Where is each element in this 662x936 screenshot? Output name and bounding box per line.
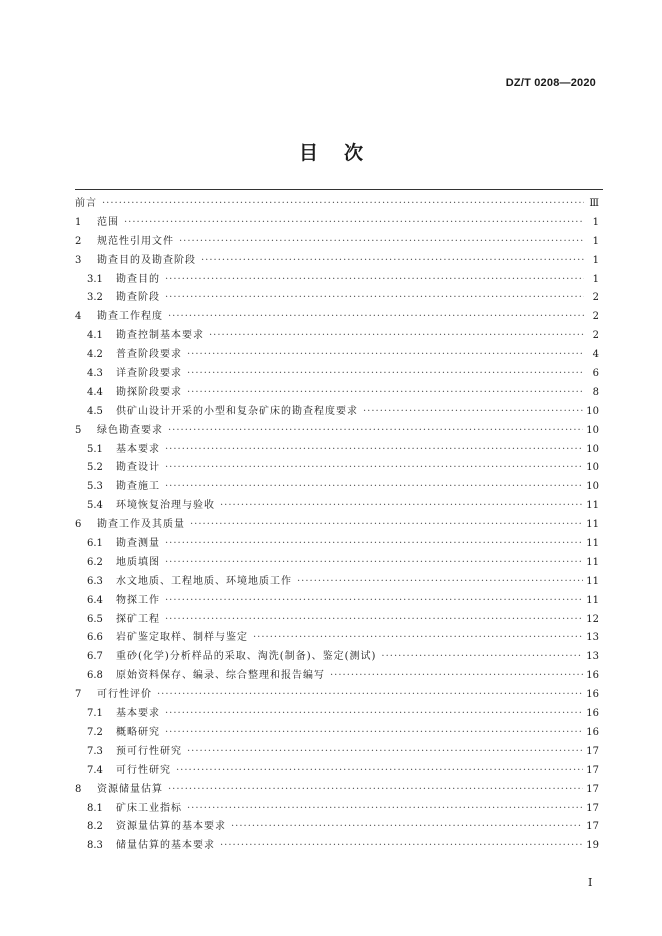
toc-entry-number: 5.1 [87,443,103,455]
toc-entry-page: 6 [592,368,599,380]
toc-leader-dots [381,648,583,667]
toc-leader-dots [363,403,583,422]
toc-entry-number: 8.2 [87,821,103,833]
toc-entry-number: 6.6 [87,632,103,644]
toc-entry[interactable] [75,781,599,800]
toc-entry[interactable] [75,705,599,724]
toc-entry[interactable] [75,837,599,856]
document-code: DZ/T 0208—2020 [505,77,596,89]
toc-leader-dots [165,554,583,573]
toc-entry-page: 10 [586,443,599,455]
toc-leader-dots [168,308,584,327]
toc-leader-dots [179,233,584,252]
toc-entry[interactable] [75,762,599,781]
toc-entry-page: 1 [592,273,599,285]
toc-leader-dots [187,743,583,762]
toc-entry-page: 1 [592,254,599,266]
toc-entry-title: 原始资料保存、编录、综合整理和报告编写 [116,670,325,682]
toc-entry-number: 6.3 [87,575,103,587]
toc-entry[interactable] [75,195,599,214]
toc-entry-number: 2 [75,235,82,247]
toc-entry-number: 6.7 [87,651,103,663]
toc-leader-dots [124,214,584,233]
toc-leader-dots [102,195,584,214]
toc-entry-number: 4.2 [87,349,103,361]
toc-entry[interactable] [75,818,599,837]
toc-entry-title: 可行性研究 [116,764,171,776]
toc-entry-page: 17 [586,783,599,795]
toc-entry-number: 6.5 [87,613,103,625]
toc-entry-page: 13 [586,632,599,644]
toc-entry-number: 7.2 [87,726,103,738]
toc-entry-page: 11 [586,519,599,531]
toc-leader-dots [157,686,583,705]
toc-leader-dots [165,478,583,497]
toc-entry-page: 19 [586,840,599,852]
toc-leader-dots [297,573,583,592]
toc-entry-page: 11 [586,594,599,606]
toc-entry-title: 供矿山设计开采的小型和复杂矿床的勘查程度要求 [116,405,358,417]
toc-entry[interactable] [75,403,599,422]
toc-leader-dots [165,724,583,743]
toc-entry[interactable] [75,214,599,233]
toc-entry[interactable] [75,252,599,271]
toc-entry-title: 预可行性研究 [116,745,182,757]
toc-entry-title: 勘查目的及勘查阶段 [97,254,196,266]
toc-entry-number: 8.3 [87,840,103,852]
toc-entry[interactable] [75,611,599,630]
toc-entry-number: 3 [75,254,82,266]
toc-leader-dots [253,629,583,648]
toc-entry-page: 16 [586,726,599,738]
toc-entry-number: 6.8 [87,670,103,682]
toc-leader-dots [165,705,583,724]
toc-leader-dots [165,441,583,460]
toc-entry-page: 10 [586,405,599,417]
toc-leader-dots [176,762,583,781]
toc-entry-number: 4.5 [87,405,103,417]
toc-entry-number: 5 [75,424,82,436]
toc-entry-page: 11 [586,500,599,512]
toc-entry-number: 7.3 [87,745,103,757]
toc-entry-page: 2 [592,330,599,342]
toc-entry-page: 10 [586,481,599,493]
toc-entry[interactable] [75,459,599,478]
toc-entry-title: 可行性评价 [97,689,152,701]
toc-entry[interactable] [75,667,599,686]
toc-leader-dots [187,384,584,403]
toc-entry-title: 储量估算的基本要求 [116,840,215,852]
page-number: I [588,876,593,889]
toc-entry-page: 16 [586,670,599,682]
toc-entry-number: 8 [75,783,82,795]
toc-entry-page: 16 [586,689,599,701]
toc-entry[interactable] [75,724,599,743]
toc-entry-number: 4.1 [87,330,103,342]
toc-entry-page: 16 [586,708,599,720]
toc-entry-title: 勘查目的 [116,273,160,285]
toc-entry-title: 勘查测量 [116,538,160,550]
toc-entry[interactable] [75,478,599,497]
toc-entry-number: 4.4 [87,386,103,398]
toc-entry[interactable] [75,422,599,441]
toc-entry[interactable] [75,686,599,705]
toc-entry-title: 勘查阶段 [116,292,160,304]
toc-entry-title: 勘探阶段要求 [116,386,182,398]
toc-entry-number: 6.1 [87,538,103,550]
toc-entry-title: 勘查工作及其质量 [97,519,185,531]
toc-entry-number: 1 [75,216,82,228]
toc-entry[interactable] [75,516,599,535]
toc-entry-page: 11 [586,538,599,550]
toc-entry[interactable] [75,271,599,290]
toc-entry-title: 物探工作 [116,594,160,606]
toc-leader-dots [220,837,583,856]
toc-entry-title: 基本要求 [116,443,160,455]
toc-entry[interactable] [75,289,599,308]
toc-entry[interactable] [75,592,599,611]
toc-entry-title: 环境恢复治理与验收 [116,500,215,512]
page-title: 目次 [298,142,389,164]
toc-entry-number: 6 [75,519,82,531]
toc-entry-title: 规范性引用文件 [97,235,174,247]
toc-entry-number: 3.1 [87,273,103,285]
toc-entry-title: 勘查控制基本要求 [116,330,204,342]
toc-entry-title: 绿色勘查要求 [97,424,163,436]
toc-entry-page: 11 [586,575,599,587]
toc-entry-number: 3.2 [87,292,103,304]
toc-entry[interactable] [75,629,599,648]
toc-entry[interactable] [75,441,599,460]
toc-leader-dots [201,252,584,271]
toc-leader-dots [190,516,583,535]
toc-entry-title: 探矿工程 [116,613,160,625]
toc-entry[interactable] [75,573,599,592]
toc-leader-dots [165,611,583,630]
toc-entry[interactable] [75,497,599,516]
toc-entry-page: Ⅲ [589,198,599,209]
toc-entry-title: 普查阶段要求 [116,349,182,361]
toc-entry-title: 矿床工业指标 [116,802,182,814]
toc-entry-page: 17 [586,764,599,776]
toc-entry-number: 4.3 [87,368,103,380]
toc-entry[interactable] [75,384,599,403]
toc-entry-page: 8 [592,386,599,398]
toc-entry[interactable] [75,365,599,384]
toc-leader-dots [330,667,583,686]
toc-entry-page: 12 [586,613,599,625]
toc-entry[interactable] [75,308,599,327]
toc-entry-number: 8.1 [87,802,103,814]
toc-entry-page: 11 [586,556,599,568]
toc-entry-number: 6.4 [87,594,103,606]
toc-entry-title: 资源量估算的基本要求 [116,821,226,833]
toc-entry-page: 10 [586,424,599,436]
toc-entry-title: 重砂(化学)分析样品的采取、淘洗(制备)、鉴定(测试) [116,651,377,663]
toc-entry-page: 17 [586,802,599,814]
toc-leader-dots [231,818,583,837]
table-of-contents [75,195,599,856]
toc-leader-dots [165,535,583,554]
toc-entry-number: 4 [75,311,82,323]
toc-entry[interactable] [75,535,599,554]
toc-entry-title: 资源储量估算 [97,783,163,795]
toc-leader-dots [168,422,583,441]
toc-entry-number: 6.2 [87,556,103,568]
toc-entry-title: 勘查工作程度 [97,311,163,323]
toc-entry-title: 勘查设计 [116,462,160,474]
toc-entry[interactable] [75,346,599,365]
toc-entry-page: 17 [586,745,599,757]
toc-entry-title: 水文地质、工程地质、环境地质工作 [116,575,292,587]
toc-entry-title: 勘查施工 [116,481,160,493]
toc-entry[interactable] [75,743,599,762]
toc-entry-page: 2 [592,292,599,304]
header-rule [75,189,603,190]
toc-leader-dots [168,781,583,800]
toc-entry[interactable] [75,233,599,252]
toc-entry[interactable] [75,648,599,667]
toc-entry[interactable] [75,554,599,573]
toc-entry[interactable] [75,327,599,346]
toc-entry-page: 4 [592,349,599,361]
toc-entry-title: 范围 [97,216,119,228]
toc-leader-dots [165,289,584,308]
toc-leader-dots [220,497,583,516]
toc-entry-number: 5.2 [87,462,103,474]
toc-entry-title: 基本要求 [116,708,160,720]
toc-leader-dots [165,271,584,290]
toc-entry-number: 7 [75,689,82,701]
toc-entry-title: 岩矿鉴定取样、制样与鉴定 [116,632,248,644]
toc-leader-dots [187,365,584,384]
toc-entry-number: 7.4 [87,764,103,776]
toc-entry-number: 7.1 [87,708,103,720]
toc-entry-page: 13 [586,651,599,663]
toc-entry-page: 17 [586,821,599,833]
toc-leader-dots [187,346,584,365]
toc-entry[interactable] [75,800,599,819]
toc-leader-dots [187,800,583,819]
toc-entry-title: 概略研究 [116,726,160,738]
toc-entry-page: 1 [592,235,599,247]
toc-leader-dots [165,592,583,611]
toc-entry-title: 详查阶段要求 [116,368,182,380]
toc-entry-page: 1 [592,216,599,228]
toc-entry-number: 5.3 [87,481,103,493]
toc-leader-dots [209,327,584,346]
toc-entry-number: 5.4 [87,500,103,512]
toc-entry-page: 2 [592,311,599,323]
toc-entry-title: 前言 [75,198,97,209]
toc-leader-dots [165,459,583,478]
toc-entry-page: 10 [586,462,599,474]
toc-entry-title: 地质填图 [116,556,160,568]
